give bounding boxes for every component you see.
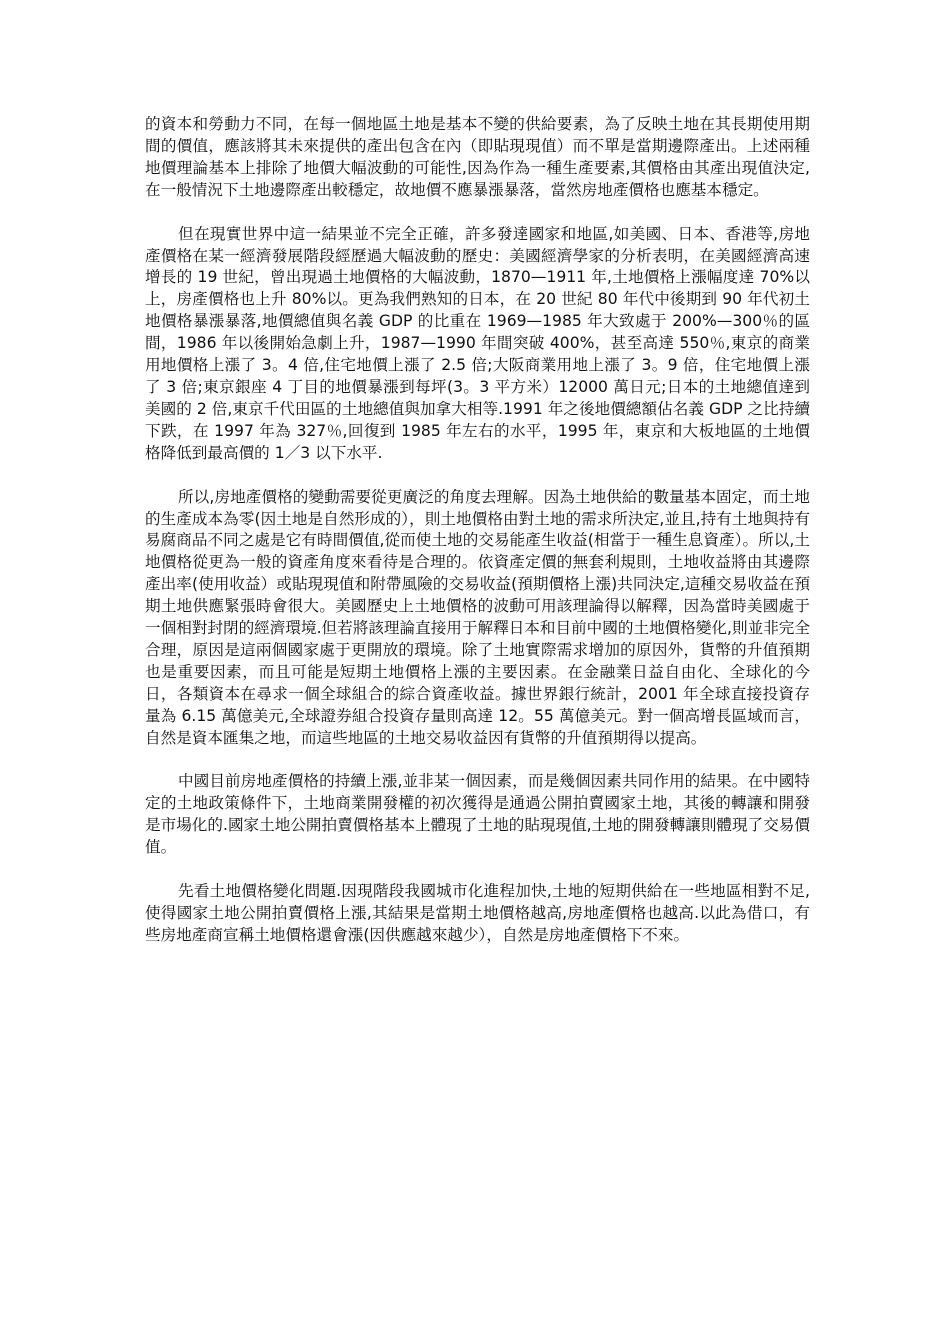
paragraph-1: 的資本和勞動力不同，在每一個地區土地是基本不變的供給要素，為了反映土地在其長期使用期間的價值，應該將其未來提供的產出包含在內（即貼現現值）而不單是當期邊際產出。上述兩種地價理論基本上排除了地價大幅波動的可能性,因為作為一種生產要素,其價格由其產出現值決定,在一般情況下土地邊際產出較穩定，故地價不應暴漲暴落，當然房地產價格也應基本穩定。 — [145, 115, 810, 199]
paragraph-4: 中國目前房地產價格的持續上漲,並非某一個因素，而是幾個因素共同作用的結果。在中國特定的土地政策條件下，土地商業開發權的初次獲得是通過公開拍賣國家土地，其後的轉讓和開發是市場化的.國家土地公開拍賣價格基本上體現了土地的貼現現值,土地的開發轉讓則體現了交易價值。 — [145, 772, 810, 857]
paragraph-3: 所以,房地產價格的變動需要從更廣泛的角度去理解。因為土地供給的數量基本固定，而土地的生產成本為零(因土地是自然形成的），則土地價格由對土地的需求所決定,並且,持有土地與持有易腐商品不同之處是它有時間價值,從而使土地的交易能產生收益(相當于一種生息資產）。所以,土地價格從更為一般的資產角度來看待是合理的。依資產定價的無套利規則，土地收益將由其邊際產出率(使用收益）或貼現現值和附帶風險的交易收益(預期價格上漲)共同決定,這種交易收益在預期土地供應緊張時會很大。美國歷史上土地價格的波動可用該理論得以解釋，因為當時美國處于一個相對封閉的經濟環境.但若將該理論直接用于解釋日本和目前中國的土地價格變化,則並非完全合理，原因是這兩個國家處于更開放的環境。除了土地實際需求增加的原因外，貨幣的升值預期也是重要因素，而且可能是短期土地價格上漲的主要因素。在金融業日益自由化、全球化的今日，各類資本在尋求一個全球組合的綜合資產收益。據世界銀行統計，2001 年全球直接投資存量為 6.15 萬億美元,全球證券組合投資存量則高達 12。55 萬億美元。對一個高增長區域而言，自然是資本匯集之地，而這些地區的土地交易收益因有貨幣的升值預期得以提高。 — [145, 487, 810, 747]
paragraph-5: 先看土地價格變化問題.因現階段我國城市化進程加快,土地的短期供給在一些地區相對不足,使得國家土地公開拍賣價格上漲,其結果是當期土地價格越高,房地產價格也越高.以此為借口，有些房地產商宣稱土地價格還會漲(因供應越來越少），自然是房地產價格下不來。 — [145, 882, 810, 944]
paragraph-2: 但在現實世界中這一結果並不完全正確，許多發達國家和地區,如美國、日本、香港等,房地產價格在某一經濟發展階段經歷過大幅波動的歷史：美國經濟學家的分析表明，在美國經濟高速增長的 19 世紀，曾出現過土地價格的大幅波動，1870—1911 年,土地價格上漲幅度達 70%以上，房產價格也上升 80%以。更為我們熟知的日本，在 20 世紀 80 年代中後期到 90 年代初土地價格暴漲暴落,地價總值與名義 GDP 的比重在 1969—1985 年大致處于 200%—300％的區間，1986 年以後開始急劇上升，1987—1990 年間突破 400%，甚至高達 550％,東京的商業用地價格上漲了 3。4 倍,住宅地價上漲了 2.5 倍;大阪商業用地上漲了 3。9 倍，住宅地價上漲了 3 倍;東京銀座 4 丁目的地價暴漲到每坪(3。3 平方米）12000 萬日元;日本的土地總值達到美國的 2 倍,東京千代田區的土地總值與加拿大相等.1991 年之後地價總額佔名義 GDP 之比持續下跌，在 1997 年為 327％,回復到 1985 年左右的水平，1995 年，東京和大板地區的土地價格降低到最高價的 1／3 以下水平. — [145, 224, 810, 462]
document-page — [145, 114, 810, 969]
